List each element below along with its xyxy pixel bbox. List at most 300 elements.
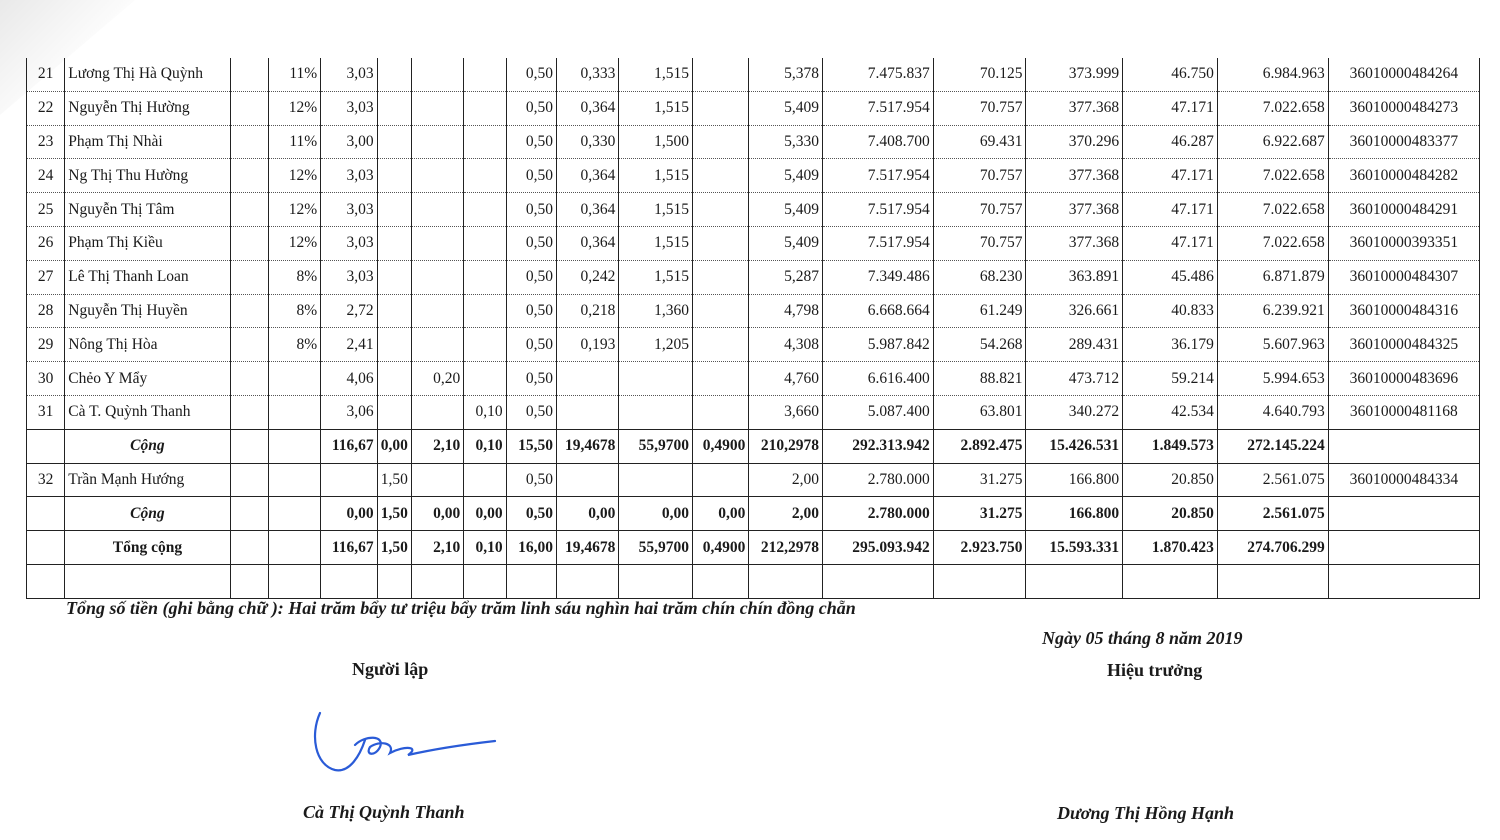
cell-c4 (464, 58, 506, 91)
cell-c13: 46.750 (1123, 58, 1218, 91)
cell-c8 (692, 294, 748, 328)
cell-c14: 5.994.653 (1217, 362, 1328, 396)
cell-c1: 2,72 (321, 294, 377, 328)
cell-c3 (411, 58, 463, 91)
cell-c6: 0,00 (556, 497, 618, 531)
cell-c6 (556, 362, 618, 396)
cell-blank (230, 362, 268, 396)
cell-c1: 116,67 (321, 429, 377, 463)
cell-c5: 0,50 (506, 193, 556, 227)
cell-c3 (411, 564, 463, 598)
cell-name (65, 564, 230, 598)
cell-c7: 1,515 (619, 226, 693, 260)
cell-name: Phạm Thị Nhài (65, 125, 230, 159)
cell-c7: 1,515 (619, 260, 693, 294)
cell-c4 (464, 159, 506, 193)
cell-c5: 0,50 (506, 58, 556, 91)
cell-c9: 4,798 (749, 294, 823, 328)
cell-c14: 6.922.687 (1217, 125, 1328, 159)
cell-c3 (411, 125, 463, 159)
cell-no: 21 (27, 58, 65, 91)
table-row (27, 328, 1480, 362)
cell-c13: 45.486 (1123, 260, 1218, 294)
cell-pct (268, 564, 320, 598)
cell-c11: 70.757 (933, 91, 1026, 125)
cell-c9: 2,00 (749, 463, 823, 497)
cell-c6: 0,333 (556, 58, 618, 91)
cell-blank (230, 260, 268, 294)
cell-c7 (619, 463, 693, 497)
cell-c6 (556, 463, 618, 497)
principal-title: Hiệu trưởng (1107, 660, 1203, 680)
cell-c2 (377, 226, 411, 260)
cell-c5: 15,50 (506, 429, 556, 463)
cell-c14 (1217, 564, 1328, 598)
cell-no: 32 (27, 463, 65, 497)
cell-c9: 5,409 (749, 226, 823, 260)
cell-c10: 5.987.842 (822, 328, 933, 362)
cell-pct: 11% (268, 58, 320, 91)
cell-c14: 7.022.658 (1217, 193, 1328, 227)
cell-pct: 8% (268, 328, 320, 362)
table-row (27, 362, 1480, 396)
cell-c12: 289.431 (1026, 328, 1123, 362)
cell-c11: 88.821 (933, 362, 1026, 396)
cell-c12: 363.891 (1026, 260, 1123, 294)
table-row (27, 260, 1480, 294)
cell-c7: 1,515 (619, 91, 693, 125)
cell-c13: 1.870.423 (1123, 531, 1218, 565)
cell-c2 (377, 159, 411, 193)
table-row (27, 193, 1480, 227)
cell-c12: 377.368 (1026, 193, 1123, 227)
cell-c9: 3,660 (749, 395, 823, 429)
cell-c6: 19,4678 (556, 429, 618, 463)
cell-c13: 20.850 (1123, 497, 1218, 531)
cell-c4 (464, 564, 506, 598)
cell-no (27, 564, 65, 598)
cell-c9: 2,00 (749, 497, 823, 531)
cell-c2 (377, 91, 411, 125)
cell-c1: 2,41 (321, 328, 377, 362)
cell-c3 (411, 260, 463, 294)
cell-c14: 6.984.963 (1217, 58, 1328, 91)
cell-c11: 70.125 (933, 58, 1026, 91)
cell-c5: 0,50 (506, 463, 556, 497)
cell-c5: 0,50 (506, 395, 556, 429)
cell-pct (268, 463, 320, 497)
cell-blank (230, 429, 268, 463)
cell-c7 (619, 362, 693, 396)
cell-blank (230, 531, 268, 565)
cell-c13: 36.179 (1123, 328, 1218, 362)
cell-c3 (411, 294, 463, 328)
cell-c10: 295.093.942 (822, 531, 933, 565)
cell-pct (268, 395, 320, 429)
cell-blank (230, 564, 268, 598)
cell-name: Phạm Thị Kiều (65, 226, 230, 260)
table-row (27, 159, 1480, 193)
cell-c3 (411, 395, 463, 429)
cell-name: Lương Thị Hà Quỳnh (65, 58, 230, 91)
cell-pct (268, 429, 320, 463)
cell-c2 (377, 193, 411, 227)
cell-c2: 1,50 (377, 497, 411, 531)
cell-c13: 47.171 (1123, 91, 1218, 125)
cell-blank (230, 294, 268, 328)
cell-no: 23 (27, 125, 65, 159)
cell-c10 (822, 564, 933, 598)
cell-c11: 63.801 (933, 395, 1026, 429)
cell-acct: 36010000484316 (1328, 294, 1479, 328)
cell-c6: 19,4678 (556, 531, 618, 565)
total-row (27, 429, 1480, 463)
cell-blank (230, 497, 268, 531)
cell-c14: 274.706.299 (1217, 531, 1328, 565)
cell-c10: 7.517.954 (822, 91, 933, 125)
preparer-name: Cà Thị Quỳnh Thanh (303, 802, 465, 822)
cell-c1 (321, 564, 377, 598)
cell-c6: 0,364 (556, 193, 618, 227)
cell-c1 (321, 463, 377, 497)
cell-c14: 7.022.658 (1217, 91, 1328, 125)
cell-no (27, 429, 65, 463)
cell-c14: 4.640.793 (1217, 395, 1328, 429)
cell-c7: 1,205 (619, 328, 693, 362)
cell-pct: 8% (268, 294, 320, 328)
cell-c12: 326.661 (1026, 294, 1123, 328)
cell-c1: 3,03 (321, 193, 377, 227)
amount-in-words: Tổng số tiền (ghi bằng chữ ): Hai trăm bẩy tư triệu bẩy trăm linh sáu nghìn hai trăm chín chín đồng chẵn (66, 598, 856, 618)
cell-c14: 2.561.075 (1217, 497, 1328, 531)
cell-pct: 12% (268, 159, 320, 193)
cell-c8 (692, 226, 748, 260)
table-row (27, 91, 1480, 125)
cell-c8 (692, 564, 748, 598)
cell-c1: 3,03 (321, 159, 377, 193)
table-row (27, 395, 1480, 429)
cell-c8 (692, 58, 748, 91)
cell-c2 (377, 58, 411, 91)
cell-pct (268, 362, 320, 396)
cell-name: Lê Thị Thanh Loan (65, 260, 230, 294)
cell-c3: 2,10 (411, 531, 463, 565)
table-row (27, 564, 1480, 598)
cell-c8: 0,4900 (692, 429, 748, 463)
cell-c2 (377, 328, 411, 362)
principal-name: Dương Thị Hồng Hạnh (1057, 803, 1234, 823)
cell-c12: 15.426.531 (1026, 429, 1123, 463)
cell-acct: 36010000484264 (1328, 58, 1479, 91)
cell-pct (268, 531, 320, 565)
cell-no: 30 (27, 362, 65, 396)
cell-c4: 0,10 (464, 395, 506, 429)
cell-c12: 377.368 (1026, 159, 1123, 193)
cell-c6: 0,193 (556, 328, 618, 362)
cell-pct (268, 497, 320, 531)
cell-name: Nông Thị Hòa (65, 328, 230, 362)
cell-c7: 55,9700 (619, 531, 693, 565)
cell-c2 (377, 395, 411, 429)
cell-c8 (692, 395, 748, 429)
cell-c6: 0,364 (556, 226, 618, 260)
cell-c5: 0,50 (506, 91, 556, 125)
cell-c3 (411, 226, 463, 260)
cell-c5: 0,50 (506, 260, 556, 294)
cell-c6: 0,330 (556, 125, 618, 159)
cell-c4 (464, 463, 506, 497)
cell-c4: 0,10 (464, 531, 506, 565)
cell-c11: 54.268 (933, 328, 1026, 362)
cell-acct: 36010000483377 (1328, 125, 1479, 159)
cell-c3 (411, 193, 463, 227)
cell-c3: 0,20 (411, 362, 463, 396)
cell-c12: 15.593.331 (1026, 531, 1123, 565)
cell-c2 (377, 564, 411, 598)
table-row (27, 226, 1480, 260)
cell-c3: 0,00 (411, 497, 463, 531)
cell-c1: 3,00 (321, 125, 377, 159)
cell-c7: 1,515 (619, 159, 693, 193)
cell-c9: 4,308 (749, 328, 823, 362)
cell-c5: 0,50 (506, 362, 556, 396)
cell-acct (1328, 497, 1479, 531)
cell-c13: 40.833 (1123, 294, 1218, 328)
cell-c9: 5,409 (749, 91, 823, 125)
cell-c9: 212,2978 (749, 531, 823, 565)
cell-acct: 36010000484325 (1328, 328, 1479, 362)
cell-acct: 36010000484307 (1328, 260, 1479, 294)
cell-c4: 0,10 (464, 429, 506, 463)
cell-c12: 377.368 (1026, 226, 1123, 260)
cell-c12 (1026, 564, 1123, 598)
cell-c11: 70.757 (933, 159, 1026, 193)
cell-name: Ng Thị Thu Hường (65, 159, 230, 193)
cell-no: 31 (27, 395, 65, 429)
cell-c14: 272.145.224 (1217, 429, 1328, 463)
cell-c10: 292.313.942 (822, 429, 933, 463)
cell-name: Chẻo Y Mẩy (65, 362, 230, 396)
cell-c9 (749, 564, 823, 598)
cell-c1: 0,00 (321, 497, 377, 531)
cell-c11: 70.757 (933, 226, 1026, 260)
salary-table (26, 58, 1480, 599)
signing-date: Ngày 05 tháng 8 năm 2019 (1042, 628, 1243, 648)
cell-acct (1328, 429, 1479, 463)
cell-c10: 2.780.000 (822, 497, 933, 531)
cell-c10: 2.780.000 (822, 463, 933, 497)
cell-c1: 3,06 (321, 395, 377, 429)
cell-acct: 36010000484282 (1328, 159, 1479, 193)
table-row (27, 463, 1480, 497)
preparer-signature (310, 705, 510, 785)
table-row (27, 125, 1480, 159)
cell-pct: 12% (268, 226, 320, 260)
cell-c2 (377, 260, 411, 294)
cell-c4 (464, 294, 506, 328)
cell-c14: 7.022.658 (1217, 226, 1328, 260)
cell-c10: 7.517.954 (822, 226, 933, 260)
table-row (27, 294, 1480, 328)
cell-name: Nguyễn Thị Hường (65, 91, 230, 125)
cell-c5: 0,50 (506, 226, 556, 260)
cell-c8 (692, 193, 748, 227)
cell-acct: 36010000483696 (1328, 362, 1479, 396)
cell-c1: 3,03 (321, 226, 377, 260)
cell-acct (1328, 564, 1479, 598)
cell-blank (230, 125, 268, 159)
cell-blank (230, 226, 268, 260)
cell-c10: 7.517.954 (822, 193, 933, 227)
cell-c5: 0,50 (506, 497, 556, 531)
cell-c6 (556, 395, 618, 429)
cell-c13: 20.850 (1123, 463, 1218, 497)
cell-c4 (464, 91, 506, 125)
cell-c11: 31.275 (933, 463, 1026, 497)
cell-c6 (556, 564, 618, 598)
cell-name: Nguyễn Thị Tâm (65, 193, 230, 227)
cell-c3 (411, 159, 463, 193)
cell-c10: 7.349.486 (822, 260, 933, 294)
cell-pct: 11% (268, 125, 320, 159)
cell-acct (1328, 531, 1479, 565)
cell-c13: 47.171 (1123, 226, 1218, 260)
cell-c9: 5,330 (749, 125, 823, 159)
cell-c11: 68.230 (933, 260, 1026, 294)
cell-c12: 373.999 (1026, 58, 1123, 91)
cell-c13 (1123, 564, 1218, 598)
cell-no (27, 531, 65, 565)
cell-c7: 0,00 (619, 497, 693, 531)
cell-c8 (692, 91, 748, 125)
cell-acct: 36010000481168 (1328, 395, 1479, 429)
cell-c2: 0,00 (377, 429, 411, 463)
cell-c3: 2,10 (411, 429, 463, 463)
cell-c2 (377, 362, 411, 396)
cell-acct: 36010000393351 (1328, 226, 1479, 260)
cell-c5: 0,50 (506, 125, 556, 159)
total-row (27, 531, 1480, 565)
cell-acct: 36010000484273 (1328, 91, 1479, 125)
cell-c4 (464, 328, 506, 362)
cell-c8: 0,4900 (692, 531, 748, 565)
cell-blank (230, 193, 268, 227)
cell-c4 (464, 125, 506, 159)
cell-c4 (464, 362, 506, 396)
cell-c12: 340.272 (1026, 395, 1123, 429)
cell-c4 (464, 260, 506, 294)
cell-c14: 6.239.921 (1217, 294, 1328, 328)
cell-c7: 1,360 (619, 294, 693, 328)
cell-blank (230, 395, 268, 429)
cell-c2 (377, 294, 411, 328)
cell-name: Cộng (65, 497, 230, 531)
cell-c7: 55,9700 (619, 429, 693, 463)
cell-pct: 12% (268, 91, 320, 125)
cell-c4 (464, 193, 506, 227)
cell-c6: 0,218 (556, 294, 618, 328)
cell-c10: 7.517.954 (822, 159, 933, 193)
cell-c6: 0,242 (556, 260, 618, 294)
cell-no: 26 (27, 226, 65, 260)
cell-pct: 12% (268, 193, 320, 227)
cell-blank (230, 328, 268, 362)
cell-c2: 1,50 (377, 463, 411, 497)
cell-c14: 2.561.075 (1217, 463, 1328, 497)
cell-pct: 8% (268, 260, 320, 294)
cell-no: 25 (27, 193, 65, 227)
cell-no: 29 (27, 328, 65, 362)
cell-c1: 3,03 (321, 91, 377, 125)
cell-no: 28 (27, 294, 65, 328)
cell-no: 27 (27, 260, 65, 294)
cell-c6: 0,364 (556, 159, 618, 193)
cell-name: Tổng cộng (65, 531, 230, 565)
cell-c7 (619, 395, 693, 429)
cell-c11: 31.275 (933, 497, 1026, 531)
cell-c3 (411, 91, 463, 125)
cell-c8 (692, 362, 748, 396)
cell-c7: 1,515 (619, 193, 693, 227)
cell-c11: 70.757 (933, 193, 1026, 227)
cell-c1: 3,03 (321, 260, 377, 294)
cell-c11: 2.892.475 (933, 429, 1026, 463)
cell-c5: 0,50 (506, 294, 556, 328)
cell-c13: 59.214 (1123, 362, 1218, 396)
cell-c7: 1,500 (619, 125, 693, 159)
cell-c13: 46.287 (1123, 125, 1218, 159)
cell-c11 (933, 564, 1026, 598)
cell-c10: 6.616.400 (822, 362, 933, 396)
cell-c9: 210,2978 (749, 429, 823, 463)
cell-no: 22 (27, 91, 65, 125)
cell-c13: 42.534 (1123, 395, 1218, 429)
cell-c1: 116,67 (321, 531, 377, 565)
cell-blank (230, 58, 268, 91)
cell-name: Cà T. Quỳnh Thanh (65, 395, 230, 429)
cell-no (27, 497, 65, 531)
cell-c14: 7.022.658 (1217, 159, 1328, 193)
cell-c3 (411, 328, 463, 362)
cell-c11: 61.249 (933, 294, 1026, 328)
cell-c12: 377.368 (1026, 91, 1123, 125)
cell-c9: 5,409 (749, 159, 823, 193)
cell-c11: 69.431 (933, 125, 1026, 159)
cell-c8: 0,00 (692, 497, 748, 531)
cell-c5: 16,00 (506, 531, 556, 565)
cell-c13: 47.171 (1123, 159, 1218, 193)
cell-c13: 1.849.573 (1123, 429, 1218, 463)
cell-blank (230, 159, 268, 193)
cell-c3 (411, 463, 463, 497)
cell-c9: 5,378 (749, 58, 823, 91)
cell-name: Trần Mạnh Hướng (65, 463, 230, 497)
cell-c10: 7.408.700 (822, 125, 933, 159)
total-row (27, 497, 1480, 531)
cell-c12: 166.800 (1026, 497, 1123, 531)
cell-blank (230, 463, 268, 497)
cell-c7 (619, 564, 693, 598)
cell-acct: 36010000484334 (1328, 463, 1479, 497)
cell-c1: 4,06 (321, 362, 377, 396)
cell-c4: 0,00 (464, 497, 506, 531)
cell-c8 (692, 260, 748, 294)
cell-blank (230, 91, 268, 125)
table-row (27, 58, 1480, 91)
cell-c12: 473.712 (1026, 362, 1123, 396)
cell-c2: 1,50 (377, 531, 411, 565)
cell-c6: 0,364 (556, 91, 618, 125)
